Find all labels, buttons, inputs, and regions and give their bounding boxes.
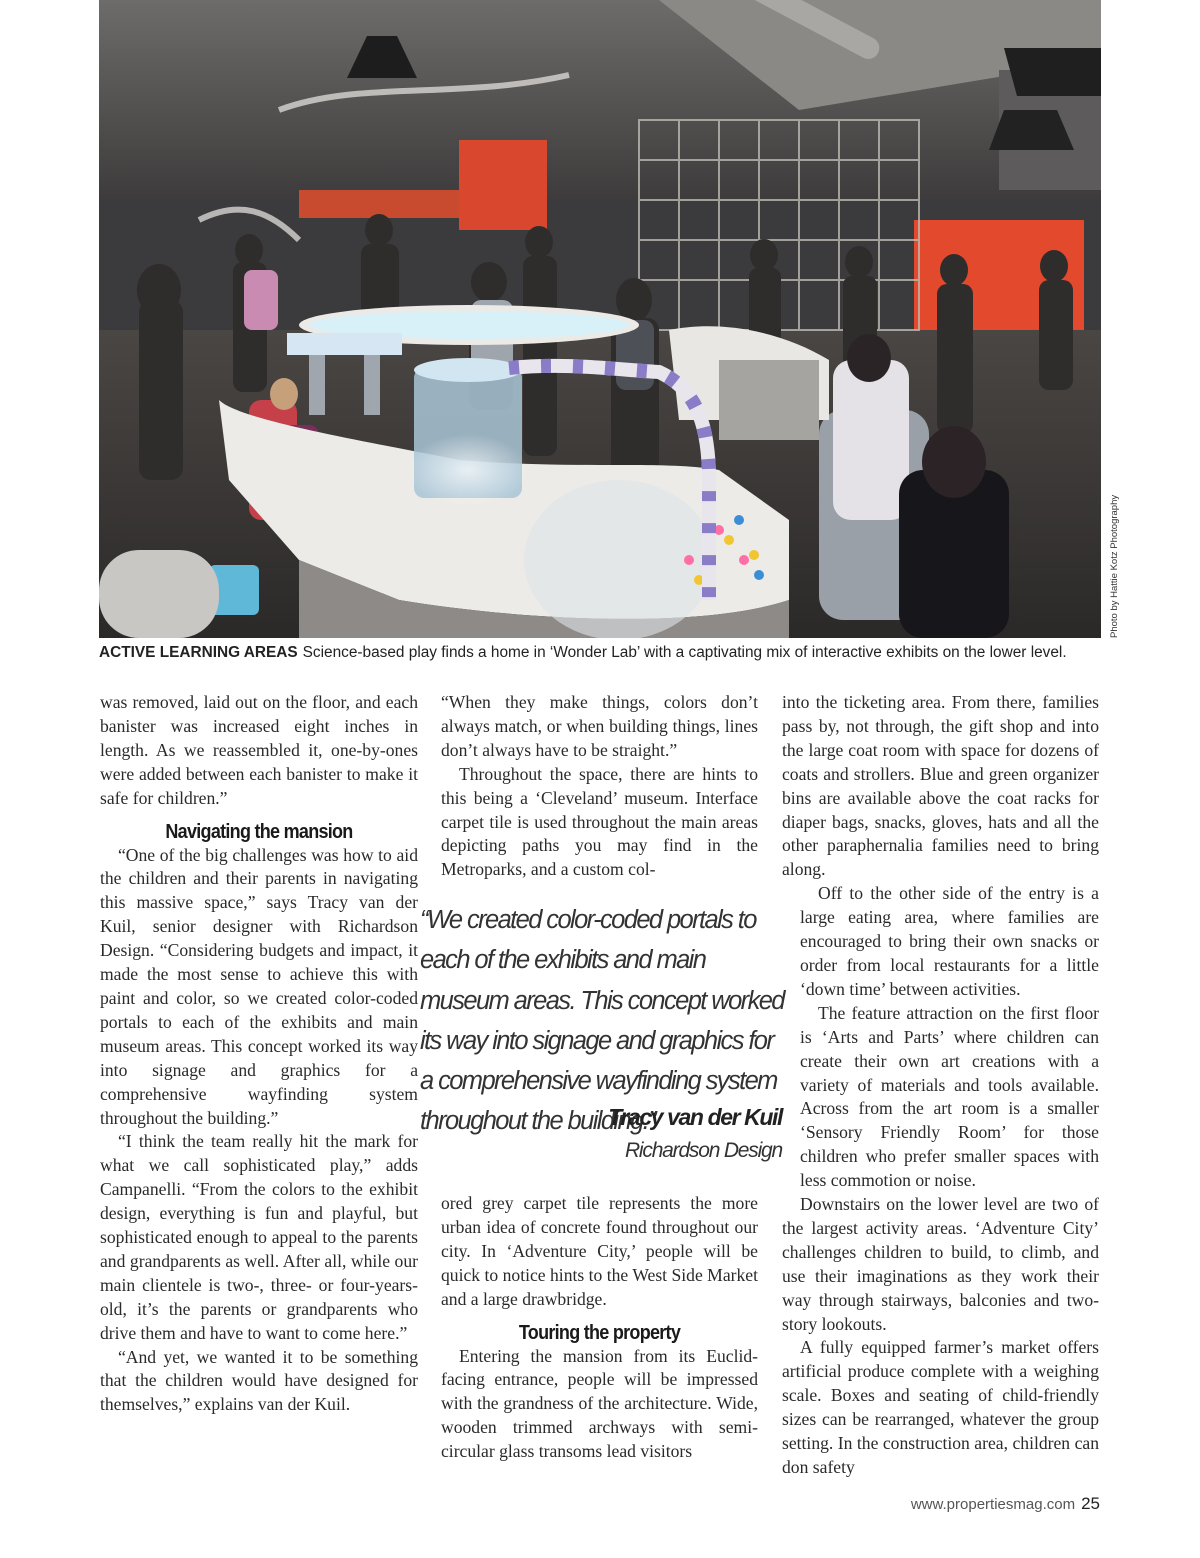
paragraph: “When they make things, colors don’t always match, or when building things, lines don’t always have to be straight.” [441, 692, 758, 760]
photo-credit: Photo by Hattie Kotz Photography [1109, 494, 1120, 638]
paragraph: “I think the team really hit the mark for what we call sophisticated play,” adds Campanelli. “From the colors to the exhibit design, everything is fun and playful, but sophisticated enough to appeal to the parents and grandparents as well. After all, while our main clientele is two-, three- or four-years-old, it’s the parents or grandparents who drive them and have to want to come here.” [100, 1131, 418, 1343]
footer-url: www.propertiesmag.com [910, 1496, 1076, 1513]
pull-quote: “We created color-coded portals to each of the exhibits and main museum areas. This concept worked its way into signage and graphics for a comprehensive wayfinding system throughout the building.” [420, 906, 784, 1136]
page-number: 25 [1081, 1494, 1100, 1513]
paragraph: A fully equipped farmer’s market offers artificial produce complete with a weighing scale. Boxes and seating of child-friendly sizes can be rearranged, whatever the group setting. In the construction area, children can don safety [782, 1337, 1099, 1477]
paragraph: “And yet, we wanted it to be something that the children would have designed for themselves,” explains van der Kuil. [100, 1346, 418, 1415]
paragraph: Off to the other side of the entry is a large eating area, where families are encouraged to bring their own snacks or order from local restaurants for a little ‘down time’ between activities. [800, 883, 1099, 999]
pull-quote-organization: Richardson Design [624, 1139, 782, 1162]
paragraph: Entering the mansion from its Euclid-facing entrance, people will be impressed with the grandness of the architecture. Wide, wooden trimmed archways with semi-circular glass transoms lead visitors [441, 1345, 758, 1462]
exhibit-photo [99, 0, 1101, 638]
paragraph: The feature attraction on the first floor is ‘Arts and Parts’ where children can create their own art creations with a variety of materials and tools available. Across from the art room is a smaller ‘Sensory Friendly Room’ for those children who prefer smaller spaces with less commotion or noise. [800, 1002, 1099, 1191]
photo-icon [99, 0, 1101, 638]
article-column-1 [100, 691, 418, 1417]
caption-label: ACTIVE LEARNING AREAS [99, 644, 298, 661]
article-column-2-top [441, 691, 758, 882]
paragraph: Throughout the space, there are hints to this being a ‘Cleveland’ museum. Interface carpet tile is used throughout the main areas depicting paths you may find in the Metroparks, and a custom col- [441, 763, 758, 880]
pull-quote-name: Tracy van der Kuil [608, 1104, 782, 1130]
paragraph: ored grey carpet tile represents the more urban idea of concrete found throughout our city. In ‘Adventure City,’ people will be quick to notice hints to the West Side Market and a large drawbridge. [441, 1193, 758, 1309]
paragraph: Downstairs on the lower level are two of the largest activity areas. ‘Adventure City’ challenges children to build, to climb, and use their imaginations as they work their way through stairways, balconies and two-story lookouts. [782, 1194, 1099, 1334]
photo-caption [99, 644, 1109, 662]
article-column-3 [782, 691, 1099, 1480]
paragraph: was removed, laid out on the floor, and each banister was increased eight inches in length. As we reassembled it, one-by-ones were added between each banister to make it safe for children.” [100, 692, 418, 808]
section-heading-touring: Touring the property [518, 1321, 681, 1344]
section-heading-navigating: Navigating the mansion [165, 820, 353, 843]
page-footer [911, 1494, 1100, 1514]
paragraph: “One of the big challenges was how to aid the children and their parents in navigating this massive space,” says Tracy van der Kuil, senior designer with Richardson Design. “Considering budgets and impact, it made the most sense to achieve this with paint and color, so we created color-coded portals to each of the exhibits and main museum areas. This concept worked its way into signage and graphics for a comprehensive wayfinding system throughout the building.” [100, 844, 418, 1128]
article-column-2-bottom [441, 1192, 758, 1464]
caption-text: Science-based play finds a home in ‘Wonder Lab’ with a captivating mix of interactive exhibits on the lower level. [302, 644, 1067, 661]
paragraph: into the ticketing area. From there, families pass by, not through, the gift shop and into the large coat room with space for dozens of coats and strollers. Blue and green organizer bins are available above the coat racks for diaper bags, snacks, gloves, hats and all the other paraphernalia families need to bring along. [782, 692, 1099, 880]
